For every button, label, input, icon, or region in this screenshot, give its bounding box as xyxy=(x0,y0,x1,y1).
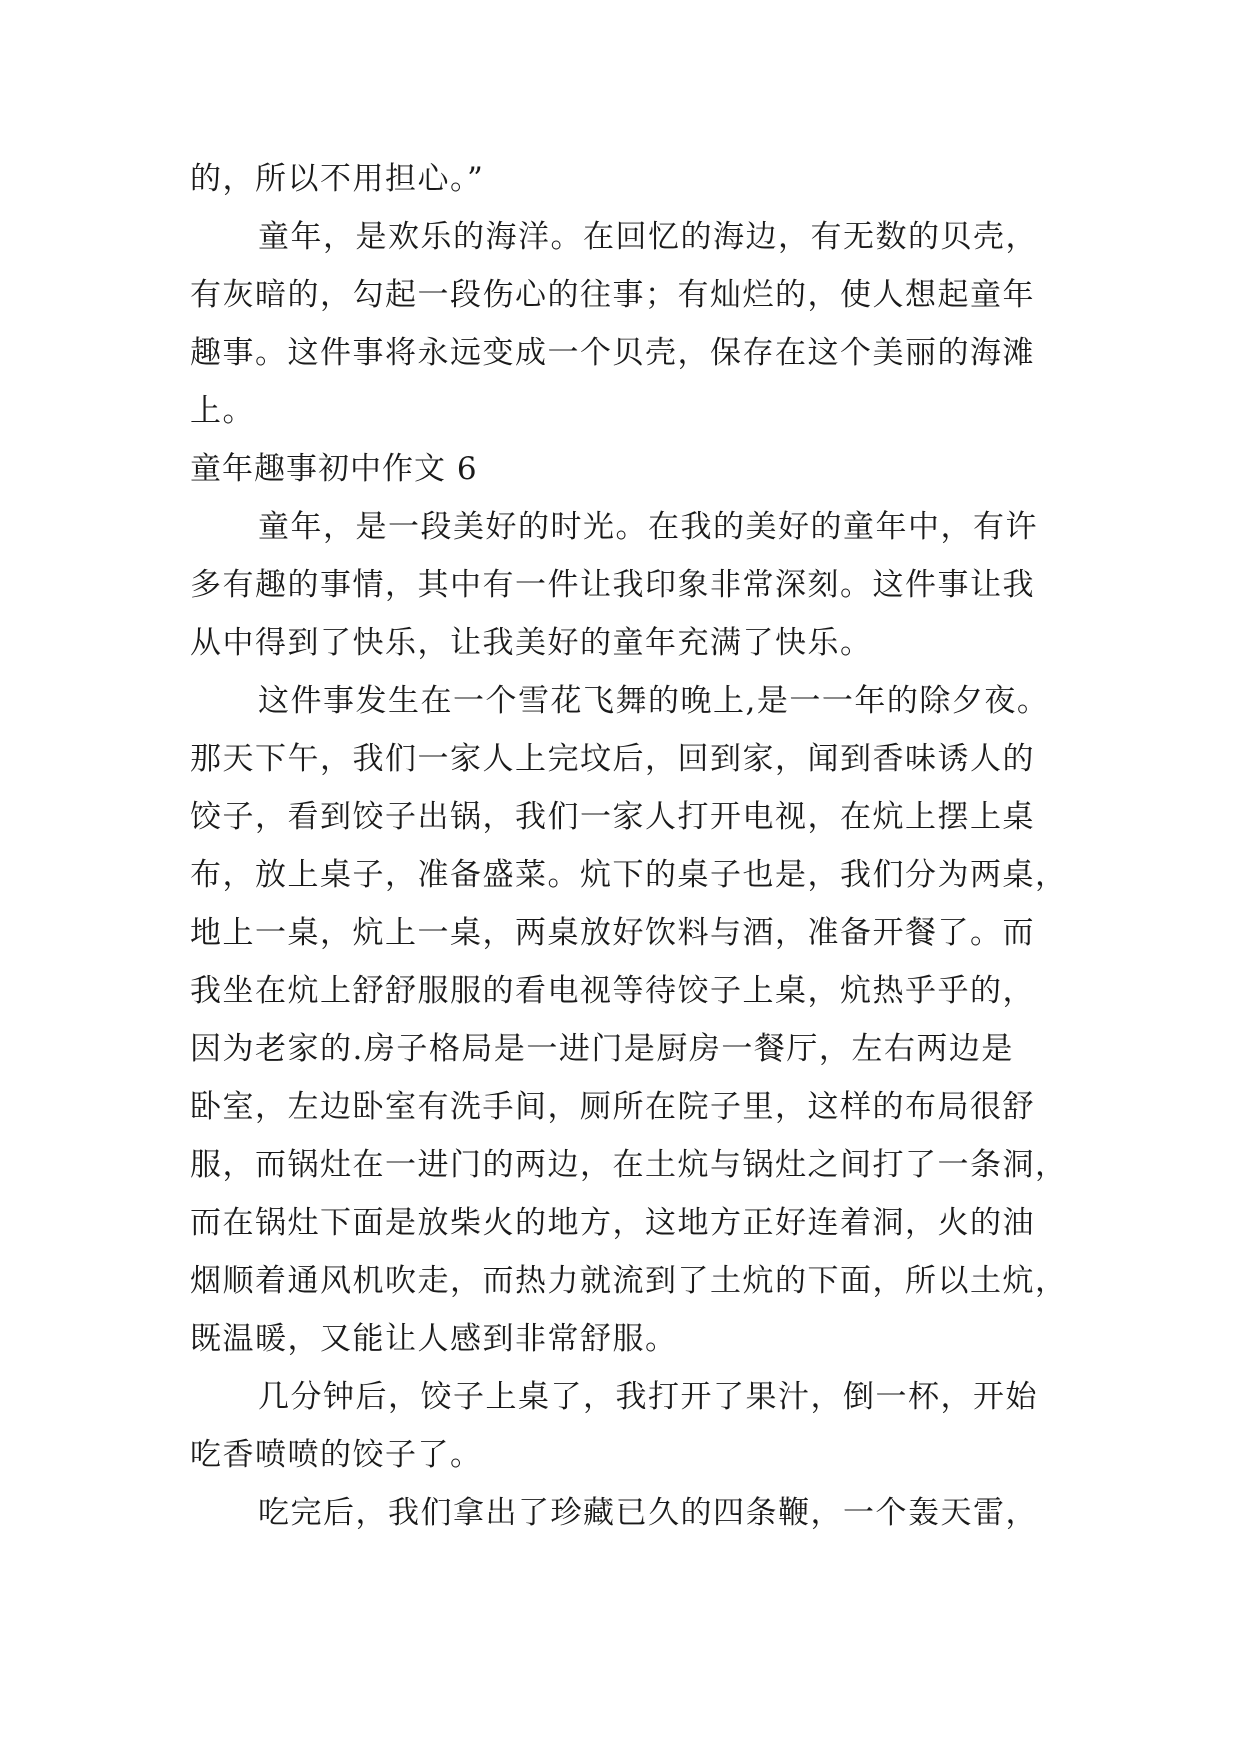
section-heading: 童年趣事初中作文 6 xyxy=(190,451,478,487)
text-line: 趣事。这件事将永远变成一个贝壳，保存在这个美丽的海滩 xyxy=(190,335,1035,371)
paragraph-start-line: 童年，是欢乐的海洋。在回忆的海边，有无数的贝壳， xyxy=(258,219,1038,255)
text-line: 那天下午，我们一家人上完坟后，回到家，闻到香味诱人的 xyxy=(190,741,1035,777)
text-line: 从中得到了快乐，让我美好的童年充满了快乐。 xyxy=(190,625,873,661)
text-line: 多有趣的事情，其中有一件让我印象非常深刻。这件事让我 xyxy=(190,567,1035,603)
text-line: 服，而锅灶在一进门的两边，在土炕与锅灶之间打了一条洞， xyxy=(190,1147,1068,1183)
text-line: 饺子，看到饺子出锅，我们一家人打开电视，在炕上摆上桌 xyxy=(190,799,1035,835)
text-line: 的，所以不用担心。” xyxy=(190,161,485,197)
text-line: 吃香喷喷的饺子了。 xyxy=(190,1437,483,1473)
text-line: 有灰暗的，勾起一段伤心的往事；有灿烂的，使人想起童年 xyxy=(190,277,1035,313)
text-line: 我坐在炕上舒舒服服的看电视等待饺子上桌，炕热乎乎的， xyxy=(190,973,1035,1009)
text-line: 地上一桌，炕上一桌，两桌放好饮料与酒，准备开餐了。而 xyxy=(190,915,1035,951)
text-line: 卧室，左边卧室有洗手间，厕所在院子里，这样的布局很舒 xyxy=(190,1089,1035,1125)
paragraph-start-line: 几分钟后，饺子上桌了，我打开了果汁，倒一杯，开始 xyxy=(258,1379,1038,1415)
paragraph-start-line: 这件事发生在一个雪花飞舞的晚上,是一一年的除夕夜。 xyxy=(258,683,1050,719)
text-line: 布，放上桌子，准备盛菜。炕下的桌子也是，我们分为两桌， xyxy=(190,857,1068,893)
text-line: 烟顺着通风机吹走，而热力就流到了土炕的下面，所以土炕， xyxy=(190,1263,1068,1299)
text-line: 既温暖，又能让人感到非常舒服。 xyxy=(190,1321,678,1357)
text-line: 因为老家的.房子格局是一进门是厨房一餐厅，左右两边是 xyxy=(190,1031,1014,1067)
document-page xyxy=(190,150,1068,1542)
paragraph-start-line: 童年，是一段美好的时光。在我的美好的童年中，有许 xyxy=(258,509,1038,545)
paragraph-start-line: 吃完后，我们拿出了珍藏已久的四条鞭，一个轰天雷， xyxy=(258,1495,1038,1531)
text-line: 而在锅灶下面是放柴火的地方，这地方正好连着洞，火的油 xyxy=(190,1205,1035,1241)
text-line: 上。 xyxy=(190,393,255,429)
